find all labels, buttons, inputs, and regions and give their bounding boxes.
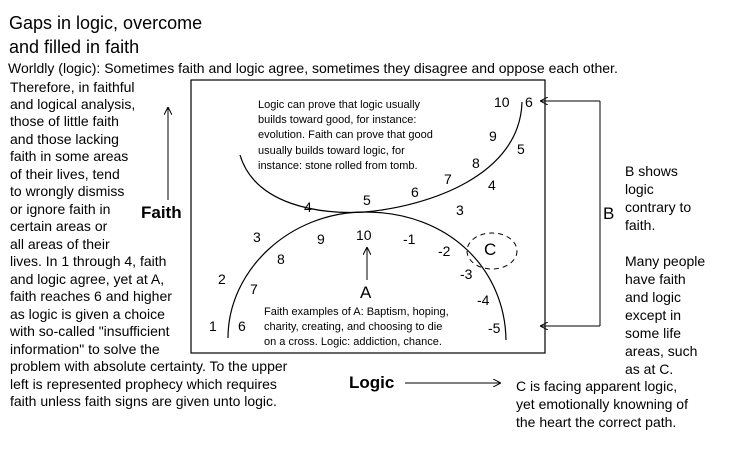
- lower-right-number: -3: [460, 266, 473, 282]
- left-text-line: to wrongly dismiss: [10, 183, 125, 199]
- left-text-line: with so-called "insufficient: [10, 323, 170, 339]
- lower-note-line: charity, creating, and choosing to die: [264, 321, 443, 333]
- upper-note-line: builds toward good, for instance:: [258, 114, 417, 126]
- left-text-line: information" to solve the: [10, 341, 160, 357]
- left-text-line: as logic is given a choice: [10, 306, 165, 322]
- left-text-line: faith in some areas: [10, 148, 129, 164]
- upper-note-line: evolution. Faith can prove that good: [258, 129, 433, 141]
- upper-right-number: 3: [456, 202, 464, 218]
- c-text-line: C is facing apparent logic,: [516, 378, 678, 394]
- left-text-line: of their lives, tend: [10, 166, 120, 182]
- left-text-line: or ignore faith in: [10, 201, 111, 217]
- many-text-line: except in: [625, 307, 682, 323]
- upper-note-line: usually builds toward logic, for: [258, 145, 405, 157]
- left-text-line: Therefore, in faithful: [10, 79, 135, 95]
- left-text-line: left is represented prophecy which requires: [10, 376, 277, 392]
- left-text-line: faith reaches 6 and higher: [10, 288, 172, 304]
- upper-curve-number: 9: [489, 128, 497, 144]
- lower-faith-number: 10: [356, 227, 372, 243]
- upper-note-line: Logic can prove that logic usually: [258, 99, 421, 111]
- lower-faith-number: 9: [317, 231, 325, 247]
- lower-right-number: -2: [438, 243, 451, 259]
- left-text-line: certain areas or: [10, 218, 108, 234]
- lower-logic-number: 1: [209, 318, 217, 334]
- b-text-line: contrary to: [625, 199, 692, 215]
- many-text-line: have faith: [625, 271, 686, 287]
- label-a: A: [360, 283, 372, 302]
- upper-right-number: 6: [525, 94, 533, 110]
- lower-right-number: -5: [488, 320, 501, 336]
- lower-logic-number: 2: [218, 271, 226, 287]
- logic-axis-label: Logic: [349, 373, 395, 392]
- title-line-1: Gaps in logic, overcome: [9, 13, 203, 33]
- many-text-line: Many people: [625, 253, 706, 269]
- label-b: B: [603, 204, 615, 223]
- upper-curve-number: 10: [494, 94, 510, 110]
- c-text-line: yet emotionally knowning of: [516, 396, 688, 412]
- upper-right-number: 5: [517, 141, 525, 157]
- lower-note-line: Faith examples of A: Baptism, hoping,: [264, 306, 449, 318]
- many-text-line: some life: [625, 325, 682, 341]
- upper-note-line: instance: stone rolled from tomb.: [258, 160, 418, 172]
- intro-text: Worldly (logic): Sometimes faith and logic agree, sometimes they disagree and oppose each other.: [8, 60, 618, 76]
- lower-right-number: -4: [477, 292, 490, 308]
- lower-faith-number: 8: [277, 251, 285, 267]
- upper-curve-number: 4: [304, 199, 312, 215]
- many-text-line: and logic: [625, 289, 682, 305]
- left-text-line: problem with absolute certainty. To the upper: [10, 358, 288, 374]
- left-text-line: and logical analysis,: [10, 96, 136, 112]
- lower-right-number: -1: [403, 231, 416, 247]
- left-text-line: faith unless faith signs are given unto logic.: [10, 393, 277, 409]
- left-text-line: and logic agree, yet at A,: [10, 271, 165, 287]
- many-text-line: areas, such: [625, 343, 698, 359]
- title-line-2: and filled in faith: [9, 37, 140, 57]
- upper-curve-number: 7: [444, 171, 452, 187]
- left-text-line: those of little faith: [10, 113, 119, 129]
- c-text-line: the heart the correct path.: [516, 414, 677, 430]
- upper-curve-number: 8: [472, 155, 480, 171]
- b-text-line: faith.: [625, 217, 656, 233]
- upper-curve-number: 6: [411, 184, 419, 200]
- faith-axis-label: Faith: [141, 203, 182, 222]
- left-text-line: all areas of their: [10, 236, 110, 252]
- upper-right-number: 4: [488, 177, 496, 193]
- b-text-line: B shows: [625, 163, 678, 179]
- left-text-line: lives. In 1 through 4, faith: [10, 253, 167, 269]
- many-text-line: as at C.: [625, 361, 674, 377]
- left-text-line: and those lacking: [10, 131, 119, 147]
- lower-note-line: on a cross. Logic: addiction, chance.: [264, 336, 442, 348]
- upper-curve-number: 5: [363, 192, 371, 208]
- lower-faith-number: 7: [250, 281, 258, 297]
- b-text-line: logic: [625, 181, 654, 197]
- label-c: C: [484, 240, 497, 259]
- lower-logic-number: 3: [253, 229, 261, 245]
- lower-faith-number: 6: [238, 318, 246, 334]
